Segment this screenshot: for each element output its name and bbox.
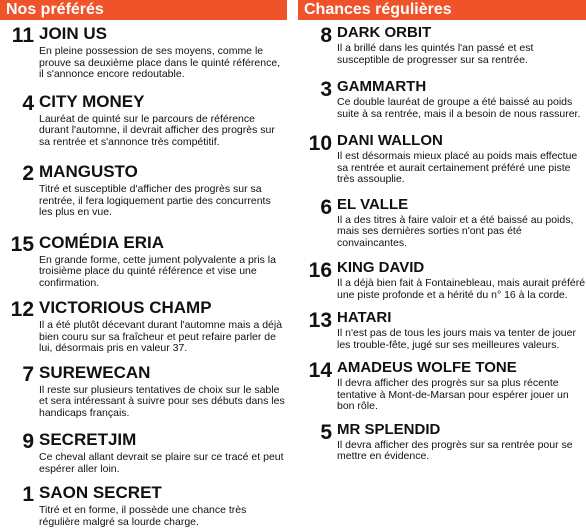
horse-number: 1 [22,483,34,506]
horse-entry [298,359,586,413]
section-header: Chances régulières [298,0,586,20]
horse-name: DANI WALLON [337,132,443,149]
horse-name: GAMMARTH [337,78,427,95]
horse-name: HATARI [337,309,392,326]
horse-description: Titré et en forme, il possède une chance très régulière malgré sa lourde charge. [39,504,247,528]
horse-entry [0,298,287,355]
horse-number: 5 [320,420,332,444]
horse-description: Ce double lauréat de groupe a été baissé au poids suite à sa rentrée, mais il a besoin de nous rassurer. [337,96,581,120]
horse-number: 14 [308,359,332,382]
horse-entry [0,92,287,149]
horse-entry [298,24,586,66]
horse-entry [298,78,586,120]
horse-number: 15 [10,232,34,256]
horse-entry [0,233,287,290]
horse-name: SECRETJIM [39,430,137,449]
horse-number: 9 [22,430,34,453]
horse-name: DARK ORBIT [337,24,432,41]
horse-description: Il a déjà bien fait à Fontainebleau, mais aurait préféré une piste profonde et a hérité du n° 16 à la corde. [337,277,586,301]
horse-description: Ce cheval allant devrait se plaire sur ce tracé et peut espérer aller loin. [39,451,284,475]
horse-entry [0,162,287,219]
horse-number: 3 [320,78,332,101]
horse-number: 16 [308,259,332,282]
horse-entry [298,196,586,250]
right-column [298,0,586,463]
horse-description: Il reste sur plusieurs tentatives de choix sur le sable et sera intéressant à suivre pour ses débuts dans les handicaps français. [39,383,285,419]
horse-name: SAON SECRET [39,483,162,502]
section-header: Nos préférés [0,0,287,20]
horse-name: VICTORIOUS CHAMP [39,298,212,317]
horse-entry [298,132,586,186]
horse-name: MANGUSTO [39,162,138,181]
horse-entry [0,363,287,420]
horse-name: CITY MONEY [39,91,145,111]
entry-list [0,24,287,528]
horse-description: En pleine possession de ses moyens, comme le prouve sa deuxième place dans le quinté référence, il s'annonce encore redoutable. [39,45,281,80]
horse-entry [298,259,586,301]
horse-number: 8 [320,24,332,47]
horse-number: 7 [22,362,34,386]
horse-number: 11 [11,24,34,47]
horse-description: Il n'est pas de tous les jours mais va tenter de jouer les trouble-fête, jugé sur ses meilleures valeurs. [337,327,576,351]
horse-name: KING DAVID [337,259,425,276]
horse-description: Lauréat de quinté sur le parcours de référence durant l'automne, il devrait afficher des progrès sur sa rentrée et s'annonce très compétitif. [39,112,275,148]
horse-entry [298,421,586,463]
horse-description: Il a des titres à faire valoir et a été baissé au poids, mais ses dernières sorties n'ont pas été convaincantes. [337,213,574,249]
horse-description: Il a été plutôt décevant durant l'automne mais a déjà bien couru sur sa fraîcheur et peut refaire parler de lui, désormais pris en valeur 37. [39,319,283,354]
horse-description: Il devra afficher des progrès sur sa rentrée pour se mettre en évidence. [337,438,573,462]
horse-number: 2 [22,162,34,185]
horse-number: 10 [308,132,332,155]
horse-description: En grande forme, cette jument polyvalente a pris la troisième place du quinté référence et vise une confirmation. [39,253,276,289]
horse-name: SUREWECAN [39,362,151,382]
horse-name: AMADEUS WOLFE TONE [337,359,517,376]
horse-number: 4 [22,91,34,115]
horse-description: Il est désormais mieux placé au poids mais effectue sa rentrée et aurait certainement préféré une piste très assouplie. [337,150,578,185]
horse-description: Il devra afficher des progrès sur sa plus récente tentative à Mont-de-Marsan pour espérer jouer un bon rôle. [337,377,569,412]
horse-name: COMÉDIA ERIA [39,232,164,252]
horse-number: 6 [320,195,332,219]
horse-number: 12 [10,298,34,321]
horse-description: Il a brillé dans les quintés l'an passé et est susceptible de progresser sur sa rentrée. [337,42,534,66]
horse-number: 13 [308,309,332,332]
horse-entry [0,483,287,528]
horse-name: EL VALLE [337,195,409,213]
horse-name: MR SPLENDID [337,420,441,438]
entry-list [298,24,586,463]
left-column [0,0,287,528]
horse-entry [0,430,287,475]
horse-description: Titré et susceptible d'afficher des progrès sur sa rentrée, il fera logiquement partie des concurrents les plus en vue. [39,183,271,218]
horse-entry [298,309,586,351]
horse-name: JOIN US [39,24,108,43]
horse-entry [0,24,287,81]
